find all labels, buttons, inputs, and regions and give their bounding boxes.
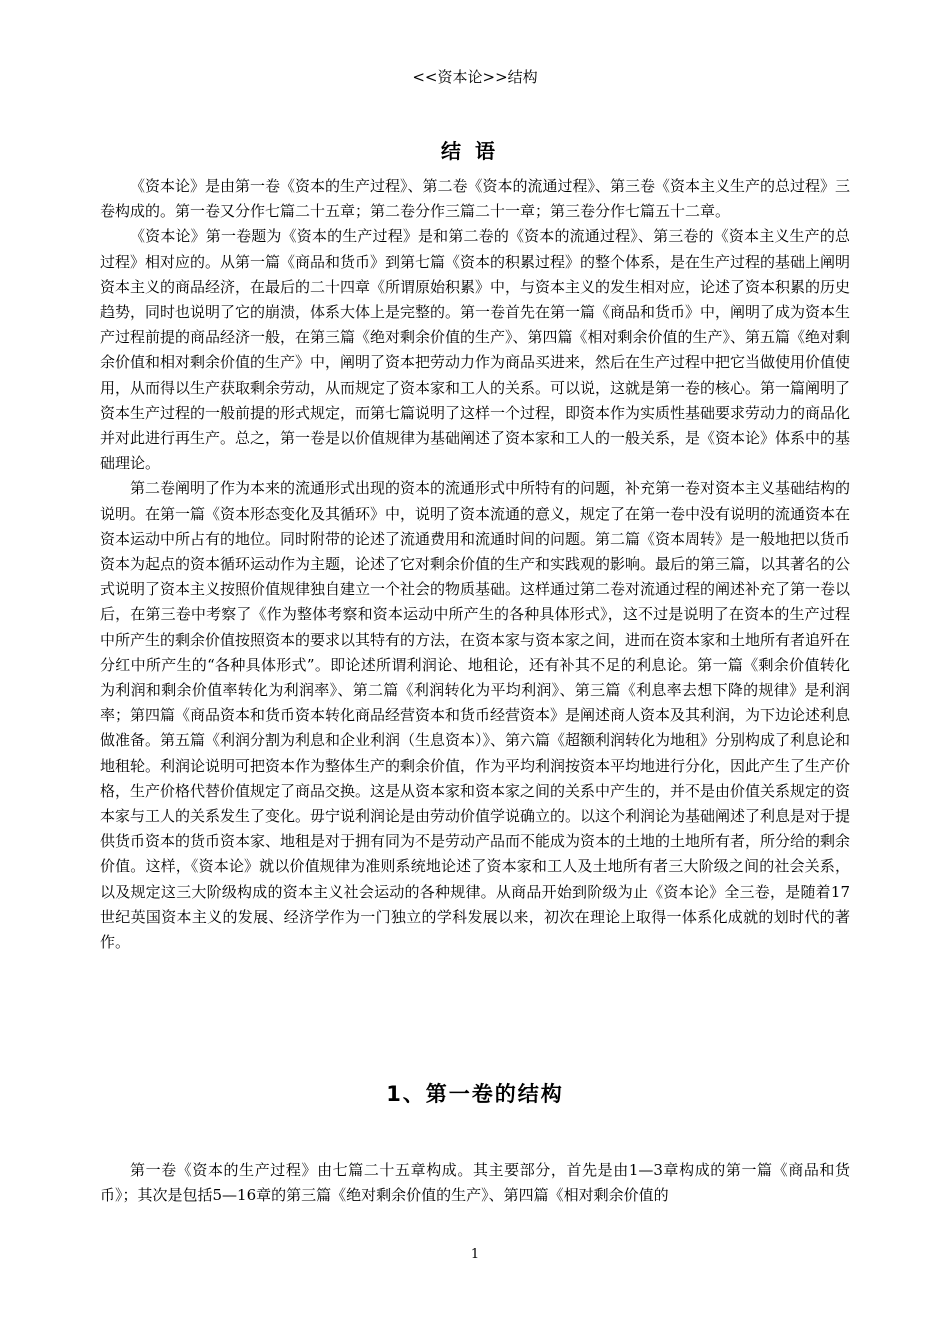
paragraph: 第一卷《资本的生产过程》由七篇二十五章构成。其主要部分，首先是由1—3章构成的第一篇《商品和货币》；其次是包括5—16章的第三篇《绝对剩余价值的生产》、第四篇《相对剩余价值的 (100, 1161, 850, 1205)
running-header: <<资本论>>结构 (412, 68, 538, 86)
paragraph: 第二卷阐明了作为本来的流通形式出现的资本的流通形式中所特有的问题，补充第一卷对资本主义基础结构的说明。在第一篇《资本形态变化及其循环》中，说明了资本流通的意义，规定了在第一卷中没有说明的流通资本在资本运动中所占有的地位。同时附带的论述了流通费用和流通时间的问题。第二篇《资本周转》是一般地把以货币资本为起点的资本循环运动作为主题，论述了它对剩余价值的生产和实践观的影响。最后的第三篇，以其著名的公式说明了资本主义按照价值规律独自建立一个社会的物质基础。这样通过第二卷对流通过程的阐述补充了第一卷以后，在第三卷中考察了《作为整体考察和资本运动中所产生的各种具体形式》，这不过是说明了在资本的生产过程中所产生的剩余价值按照资本的要求以其特有的方法，在资本家与资本家之间，进而在资本家和土地所有者追歼在分红中所产生的“各种具体形式”。即论述所谓利润论、地租论，还有补其不足的利息论。第一篇《剩余价值转化为利润和剩余价值率转化为利润率》、第二篇《利润转化为平均利润》、第三篇《利息率去想下降的规律》是利润率；第四篇《商品资本和货币资本转化商品经营资本和货币经营资本》是阐述商人资本及其利润，为下边论述利息做准备。第五篇《利润分割为利息和企业利润（生息资本）》、第六篇《超额利润转化为地租》分别构成了利息论和地租轮。利润论说明可把资本作为整体生产的剩余价值，作为平均利润按资本平均地进行分化，因此产生了生产价格，生产价格代替价值规定了商品交换。这是从资本家和资本家之间的关系中产生的，并不是由价值关系规定的资本家与工人的关系发生了变化。毋宁说利润论是由劳动价值学说确立的。以这个利润论为基础阐述了利息是对于提供货币资本的货币资本家、地租是对于拥有同为不是劳动产品而不能成为资本的土地的土地所有者，所分给的剩余价值。这样，《资本论》就以价值规律为准则系统地论述了资本家和工人及土地所有者三大阶级之间的社会关系，以及规定这三大阶级构成的资本主义社会运动的各种规律。从商品开始到阶级为止《资本论》全三卷，是随着17世纪英国资本主义的发展、经济学作为一门独立的学科发展以来，初次在理论上取得一体系化成就的划时代的著作。 (100, 479, 851, 952)
conclusion-title: 结语 (441, 139, 509, 163)
section-heading-volume-one: 1、第一卷的结构 (386, 1082, 564, 1106)
paragraph: 《资本论》第一卷题为《资本的生产过程》是和第二卷的《资本的流通过程》、第三卷的《资本主义生产的总过程》相对应的。从第一篇《商品和货币》到第七篇《资本的积累过程》的整个体系，是在生产过程的基础上阐明资本主义的商品经济，在最后的二十四章《所谓原始积累》中，与资本主义的发生相对应，论述了资本积累的历史趋势，同时也说明了它的崩溃，体系大体上是完整的。第一卷首先在第一篇《商品和货币》中，阐明了成为资本生产过程前提的商品经济一般，在第三篇《绝对剩余价值的生产》、第四篇《相对剩余价值的生产》、第五篇《绝对剩余价值和相对剩余价值的生产》中，阐明了资本把劳动力作为商品买进来，然后在生产过程中把它当做使用价值使用，从而得以生产获取剩余劳动，从而规定了资本家和工人的关系。可以说，这就是第一卷的核心。第一篇阐明了资本生产过程的一般前提的形式规定，而第七篇说明了这样一个过程，即资本作为实质性基础要求劳动力的商品化并对此进行再生产。总之，第一卷是以价值规律为基础阐述了资本家和工人的一般关系，是《资本论》体系中的基础理论。 (100, 227, 851, 473)
page-number: 1 (470, 1247, 480, 1262)
section-body (100, 1158, 850, 1208)
paragraph: 《资本论》是由第一卷《资本的生产过程》、第二卷《资本的流通过程》、第三卷《资本主义生产的总过程》三卷构成的。第一卷又分作七篇二十五章；第二卷分作三篇二十一章；第三卷分作七篇五十二章。 (100, 177, 851, 221)
conclusion-body (100, 174, 850, 955)
